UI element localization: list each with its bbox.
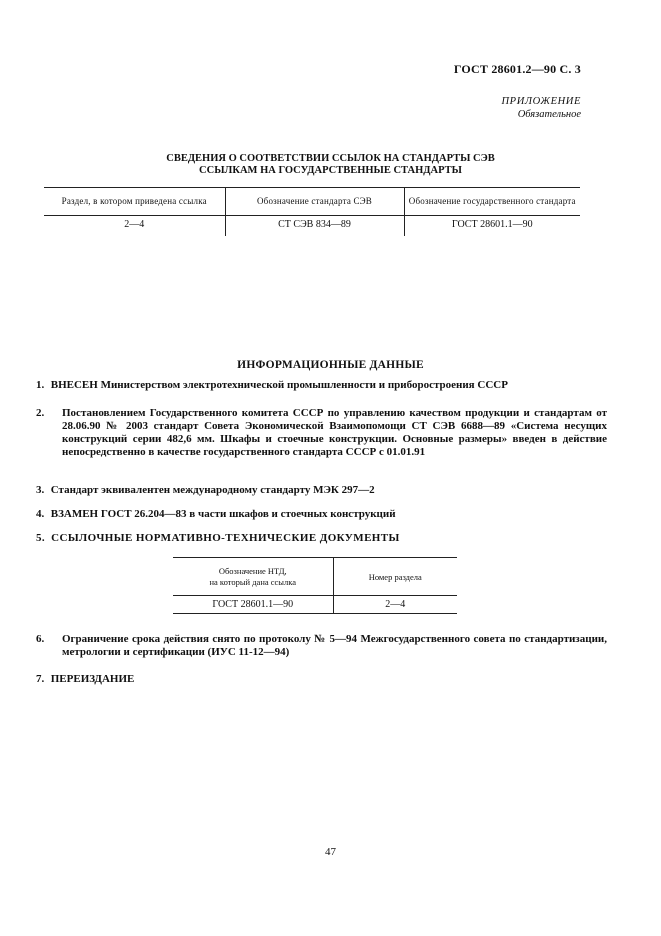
table-row (173, 596, 457, 614)
item-text: Ограничение срока действия снято по протоколу № 5—94 Межгосударственного совета по стандартизации, метрологии и сертификации (ИУС 11-12—94) (62, 633, 607, 658)
section-title-line2: ССЫЛКАМ НА ГОСУДАРСТВЕННЫЕ СТАНДАРТЫ (199, 165, 462, 176)
appendix-label (502, 95, 582, 121)
item-number: 5. (36, 532, 46, 544)
item-number: 7. (36, 673, 45, 685)
appendix-title: ПРИЛОЖЕНИЕ (501, 96, 581, 107)
page-header: ГОСТ 28601.2—90 С. 3 (453, 62, 581, 76)
item-text: ВНЕСЕН Министерством электротехнической промышленности и приборостроения СССР (50, 379, 508, 391)
column-header: Номер раздела (333, 558, 457, 596)
column-header-line: Обозначение НТД, (218, 566, 287, 576)
column-header (173, 558, 333, 596)
section-title (0, 153, 661, 177)
list-item (36, 532, 581, 545)
list-item (36, 633, 607, 659)
table-cell: СТ СЭВ 834—89 (225, 216, 404, 237)
standards-correspondence-table (44, 187, 580, 236)
item-number: 1. (36, 379, 45, 391)
info-title: ИНФОРМАЦИОННЫЕ ДАННЫЕ (237, 359, 424, 371)
table-cell: ГОСТ 28601.1—90 (404, 216, 580, 237)
column-header: Раздел, в котором приведена ссылка (44, 188, 225, 216)
table-cell: 2—4 (124, 219, 145, 230)
section-title-line1: СВЕДЕНИЯ О СООТВЕТСТВИИ ССЫЛОК НА СТАНДАРТЫ СЭВ (166, 153, 495, 164)
item-text: ССЫЛОЧНЫЕ НОРМАТИВНО-ТЕХНИЧЕСКИЕ ДОКУМЕНТЫ (51, 532, 400, 544)
table-cell: 2—4 (333, 596, 457, 614)
appendix-status: Обязательное (517, 109, 581, 120)
item-number: 2. (36, 407, 45, 419)
page-number: 47 (325, 846, 336, 858)
item-text: Стандарт эквивалентен международному стандарту МЭК 297—2 (50, 484, 375, 496)
item-number: 6. (36, 633, 45, 645)
list-item (36, 673, 581, 686)
table-header-row (44, 188, 580, 216)
list-item (36, 379, 581, 392)
table-row (44, 216, 580, 237)
item-text: Постановлением Государственного комитета СССР по управлению качеством продукции и стандартам от 28.06.90 № 2003 стандарт Совета Экономической Взаимопомощи СТ СЭВ 6688—89 «Система несущих конструкций серии 482,6 мм. Шкафы и стоечные конструкции. Основные размеры» введен в действие непосредственно в качестве государственного стандарта СССР с 01.01.91 (62, 407, 607, 458)
table-header-row (173, 558, 457, 596)
item-text: ВЗАМЕН ГОСТ 26.204—83 в части шкафов и стоечных конструкций (50, 508, 396, 520)
item-number: 4. (36, 508, 45, 520)
list-item (36, 407, 607, 459)
reference-documents-table (173, 557, 457, 614)
item-text: ПЕРЕИЗДАНИЕ (50, 673, 135, 685)
column-header: Обозначение стандарта СЭВ (225, 188, 404, 216)
list-item (36, 484, 581, 497)
column-header-line: на который дана ссылка (209, 577, 297, 587)
table-cell: ГОСТ 28601.1—90 (212, 599, 294, 610)
list-item (36, 508, 581, 521)
item-number: 3. (36, 484, 45, 496)
column-header: Обозначение государственного стандарта (404, 188, 580, 216)
